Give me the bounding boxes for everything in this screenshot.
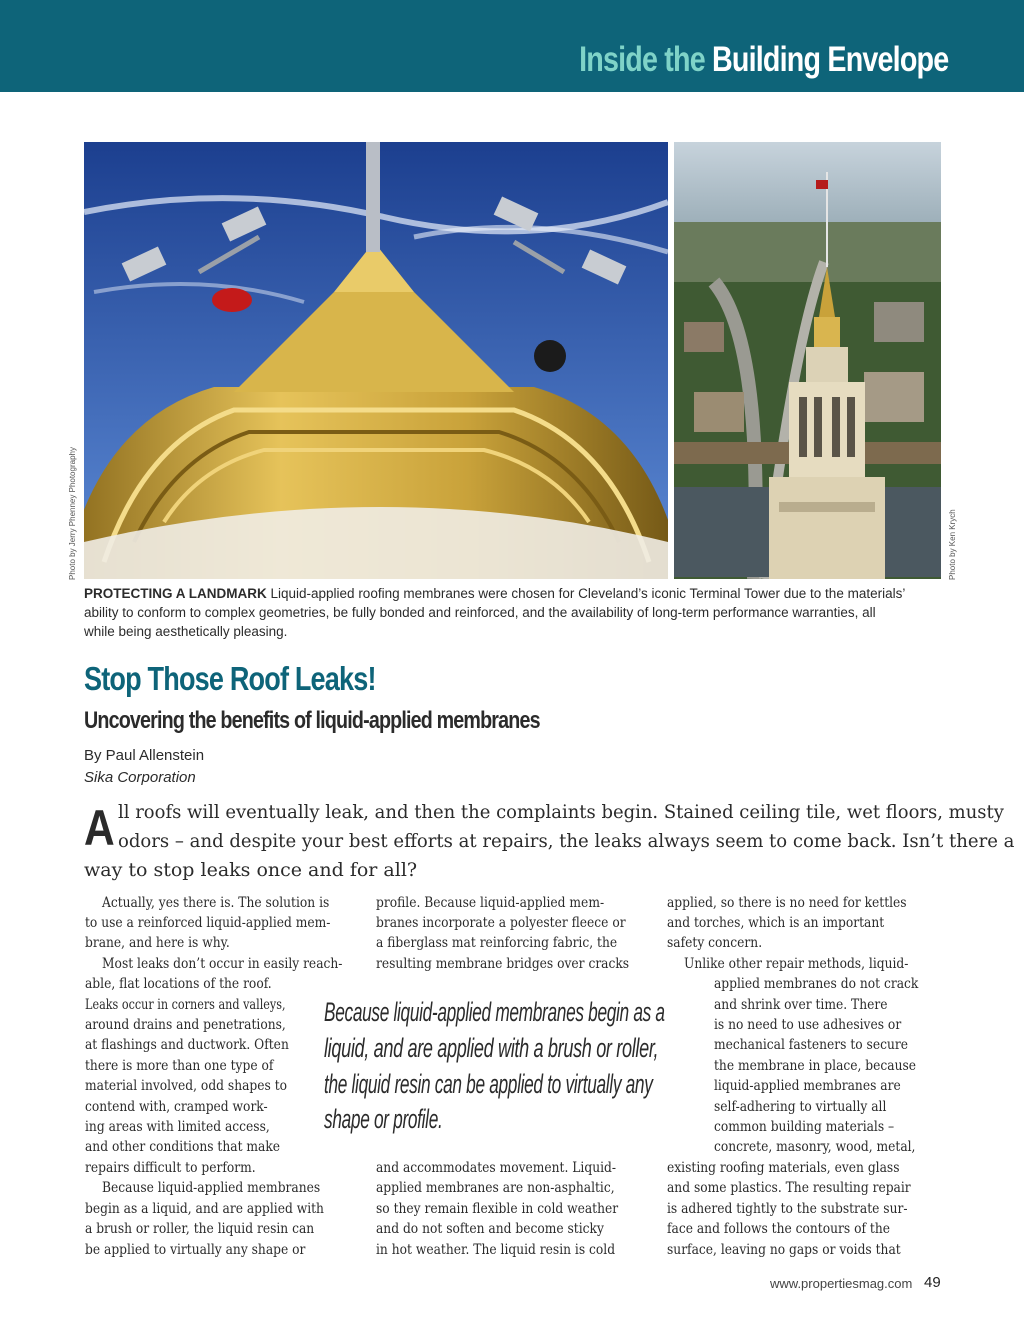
body-line: face and follows the contours of the bbox=[667, 1221, 890, 1237]
body-line: liquid-applied membranes are bbox=[714, 1078, 901, 1094]
body-line: and do not soften and become sticky bbox=[376, 1221, 604, 1237]
intro-line: ll roofs will eventually leak, and then the complaints begin. Stained ceiling tile, wet floors, musty bbox=[118, 801, 1004, 823]
body-line: Actually, yes there is. The solution is bbox=[102, 895, 330, 911]
body-line: repairs difficult to perform. bbox=[85, 1160, 256, 1176]
caption-line bbox=[84, 584, 942, 603]
body-line: begin as a liquid, and are applied with bbox=[85, 1201, 324, 1217]
drop-cap: A bbox=[84, 800, 115, 856]
body-line: mechanical fasteners to secure bbox=[714, 1037, 908, 1053]
body-line: around drains and penetrations, bbox=[85, 1017, 286, 1033]
pull-quote-line: shape or profile. bbox=[324, 1104, 443, 1134]
body-line: applied membranes do not crack bbox=[714, 976, 919, 992]
body-line: ing areas with limited access, bbox=[85, 1119, 270, 1135]
photo-tower-aerial bbox=[674, 142, 941, 579]
article-affiliation: Sika Corporation bbox=[84, 769, 196, 786]
body-line: self-adhering to virtually all bbox=[714, 1099, 887, 1115]
body-line: the membrane in place, because bbox=[714, 1058, 917, 1074]
pull-quote-line: liquid, and are applied with a brush or roller, bbox=[324, 1033, 659, 1063]
body-line: Unlike other repair methods, liquid- bbox=[684, 956, 909, 972]
body-line: applied membranes are non-asphaltic, bbox=[376, 1180, 615, 1196]
section-title-part2: Building Envelope bbox=[711, 40, 948, 79]
body-line: existing roofing materials, even glass bbox=[667, 1160, 900, 1176]
pull-quote-line: Because liquid-applied membranes begin as a bbox=[324, 997, 665, 1027]
body-line: Because liquid-applied membranes bbox=[102, 1180, 321, 1196]
body-line: there is more than one type of bbox=[85, 1058, 274, 1074]
caption-line: ability to conform to complex geometries, be fully bonded and reinforced, and the availability of long-term performance warranties, all bbox=[84, 605, 876, 620]
photo-caption bbox=[84, 584, 942, 641]
intro-line: way to stop leaks once and for all? bbox=[84, 859, 418, 881]
body-line: material involved, odd shapes to bbox=[85, 1078, 288, 1094]
article-byline: By Paul Allenstein bbox=[84, 747, 205, 764]
body-line: able, flat locations of the roof. bbox=[85, 976, 272, 992]
caption-text: Liquid-applied roofing membranes were chosen for Cleveland’s iconic Terminal Tower due to the materials’ bbox=[266, 586, 906, 601]
body-line: a brush or roller, the liquid resin can bbox=[85, 1221, 315, 1237]
body-line: so they remain flexible in cold weather bbox=[376, 1201, 619, 1217]
body-line: branes incorporate a polyester fleece or bbox=[376, 915, 626, 931]
body-line: and accommodates movement. Liquid- bbox=[376, 1160, 617, 1176]
header-band bbox=[0, 0, 1024, 92]
body-line: is no need to use adhesives or bbox=[714, 1017, 902, 1033]
body-line: in hot weather. The liquid resin is cold bbox=[376, 1242, 616, 1258]
caption-line: while being aesthetically pleasing. bbox=[84, 624, 288, 639]
photo-credit-left: Photo by Jerry Phenney Photography bbox=[68, 447, 77, 580]
body-line: to use a reinforced liquid-applied mem- bbox=[85, 915, 331, 931]
article-headline: Stop Those Roof Leaks! bbox=[84, 660, 376, 697]
body-line: applied, so there is no need for kettles bbox=[667, 895, 907, 911]
footer-url: www.propertiesmag.com bbox=[770, 1276, 913, 1291]
body-line: resulting membrane bridges over cracks bbox=[376, 956, 630, 972]
body-line: and torches, which is an important bbox=[667, 915, 885, 931]
pull-quote-line: the liquid resin can be applied to virtually any bbox=[324, 1069, 653, 1099]
photo-tower-aerial-illustration bbox=[674, 142, 941, 579]
body-line: Leaks occur in corners and valleys, bbox=[85, 997, 286, 1013]
body-line: is adhered tightly to the substrate sur- bbox=[667, 1201, 908, 1217]
photo-tower-dome-illustration bbox=[84, 142, 668, 579]
caption-label: PROTECTING A LANDMARK bbox=[84, 586, 267, 601]
page-number: 49 bbox=[924, 1274, 941, 1291]
photo-tower-dome bbox=[84, 142, 668, 579]
body-line: contend with, cramped work- bbox=[85, 1099, 268, 1115]
body-line: common building materials – bbox=[714, 1119, 895, 1135]
intro-line: odors – and despite your best efforts at repairs, the leaks always seem to come back. Isn’t there a bbox=[118, 830, 1015, 852]
photo-credit-right: Photo by Ken Krych bbox=[948, 509, 957, 580]
body-line: brane, and here is why. bbox=[85, 935, 230, 951]
body-line: and other conditions that make bbox=[85, 1139, 281, 1155]
body-line: a fiberglass mat reinforcing fabric, the bbox=[376, 935, 618, 951]
body-line: Most leaks don’t occur in easily reach- bbox=[102, 956, 343, 972]
section-title-part1: Inside the bbox=[578, 40, 705, 79]
body-line: be applied to virtually any shape or bbox=[85, 1242, 306, 1258]
body-line: safety concern. bbox=[667, 935, 763, 951]
body-line: profile. Because liquid-applied mem- bbox=[376, 895, 605, 911]
body-line: at flashings and ductwork. Often bbox=[85, 1037, 289, 1053]
body-line: and some plastics. The resulting repair bbox=[667, 1180, 911, 1196]
body-line: surface, leaving no gaps or voids that bbox=[667, 1242, 901, 1258]
article-subhead: Uncovering the benefits of liquid-applied membranes bbox=[84, 707, 540, 734]
section-title bbox=[579, 40, 948, 80]
body-line: concrete, masonry, wood, metal, bbox=[714, 1139, 916, 1155]
body-line: and shrink over time. There bbox=[714, 997, 888, 1013]
